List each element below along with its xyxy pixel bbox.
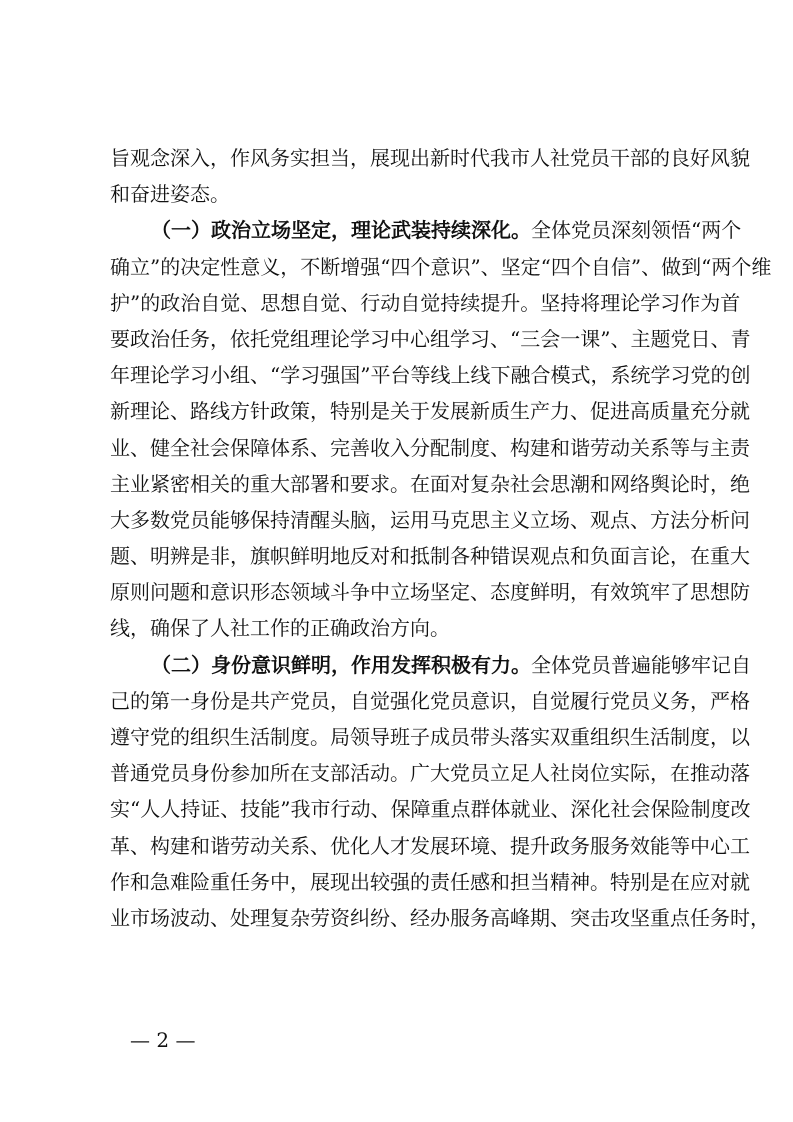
text-line bbox=[110, 357, 751, 393]
text-line bbox=[110, 140, 750, 176]
line-text: 和奋进姿态。 bbox=[110, 182, 230, 207]
line-text: 主业紧密相关的重大部署和要求。在面对复杂社会思潮和网络舆论时，绝 bbox=[110, 471, 750, 496]
line-text: 年理论学习小组、“学习强国”平台等线上线下融合模式，系统学习党的创 bbox=[110, 363, 751, 388]
text-line bbox=[110, 212, 742, 248]
text-line bbox=[110, 393, 750, 429]
line-text: 题、明辨是非，旗帜鲜明地反对和抵制各种错误观点和负面言论，在重大 bbox=[110, 544, 750, 569]
text-line bbox=[110, 285, 741, 321]
text-line bbox=[110, 321, 751, 357]
text-line bbox=[110, 900, 770, 936]
text-line bbox=[110, 574, 750, 610]
line-text: 实“人人持证、技能”我市行动、保障重点群体就业、深化社会保险制度改 bbox=[110, 797, 751, 822]
line-text: 新理论、路线方针政策，特别是关于发展新质生产力、促进高质量充分就 bbox=[110, 399, 750, 424]
line-text: 原则问题和意识形态领域斗争中立场坚定、态度鲜明，有效筑牢了思想防 bbox=[110, 580, 750, 605]
text-line bbox=[110, 176, 691, 212]
line-text: 要政治任务，依托党组理论学习中心组学习、“三会一课”、主题党日、青 bbox=[110, 326, 751, 351]
line-text: 己的第一身份是共产党员，自觉强化党员意识，自觉履行党员义务，严格 bbox=[110, 688, 750, 713]
line-text: 普通党员身份参加所在支部活动。广大党员立足人社岗位实际，在推动落 bbox=[110, 761, 750, 786]
text-line bbox=[110, 683, 750, 719]
text-line bbox=[110, 610, 691, 646]
line-text: 护”的政治自觉、思想自觉、行动自觉持续提升。坚持将理论学习作为首 bbox=[110, 290, 741, 315]
text-line bbox=[110, 864, 750, 900]
line-text: 作和急难险重任务中，展现出较强的责任感和担当精神。特别是在应对就 bbox=[110, 869, 750, 894]
line-text: 线，确保了人社工作的正确政治方向。 bbox=[110, 616, 450, 641]
section-heading: （二）身份意识鲜明，作用发挥积极有力。 bbox=[151, 652, 531, 677]
line-text: 全体党员普遍能够牢记自 bbox=[531, 652, 751, 677]
text-line bbox=[110, 755, 750, 791]
text-line bbox=[110, 538, 750, 574]
line-text: 大多数党员能够保持清醒头脑，运用马克思主义立场、观点、方法分析问 bbox=[110, 507, 750, 532]
section-heading: （一）政治立场坚定，理论武装持续深化。 bbox=[151, 218, 531, 243]
document-body bbox=[110, 140, 772, 936]
line-text: 遵守党的组织生活制度。局领导班子成员带头落实双重组织生活制度，以 bbox=[110, 725, 750, 749]
text-line bbox=[110, 647, 751, 683]
line-text: 确立”的决定性意义，不断增强“四个意识”、坚定“四个自信”、做到“两个维 bbox=[110, 254, 772, 279]
text-line bbox=[110, 828, 750, 864]
text-line bbox=[110, 502, 750, 538]
text-line bbox=[110, 719, 750, 755]
page-number: — 2 — bbox=[130, 1028, 196, 1052]
text-line bbox=[110, 430, 750, 466]
text-line bbox=[110, 466, 750, 502]
line-text: 旨观念深入，作风务实担当，展现出新时代我市人社党员干部的良好风貌 bbox=[110, 146, 750, 170]
text-line bbox=[110, 791, 751, 827]
text-line bbox=[110, 249, 772, 285]
line-text: 革、构建和谐劳动关系、优化人才发展环境、提升政务服务效能等中心工 bbox=[110, 833, 750, 858]
line-text: 业市场波动、处理复杂劳资纠纷、经办服务高峰期、突击攻坚重点任务时， bbox=[110, 905, 770, 930]
line-text: 业、健全社会保障体系、完善收入分配制度、构建和谐劳动关系等与主责 bbox=[110, 435, 750, 460]
line-text: 全体党员深刻领悟“两个 bbox=[531, 218, 742, 243]
